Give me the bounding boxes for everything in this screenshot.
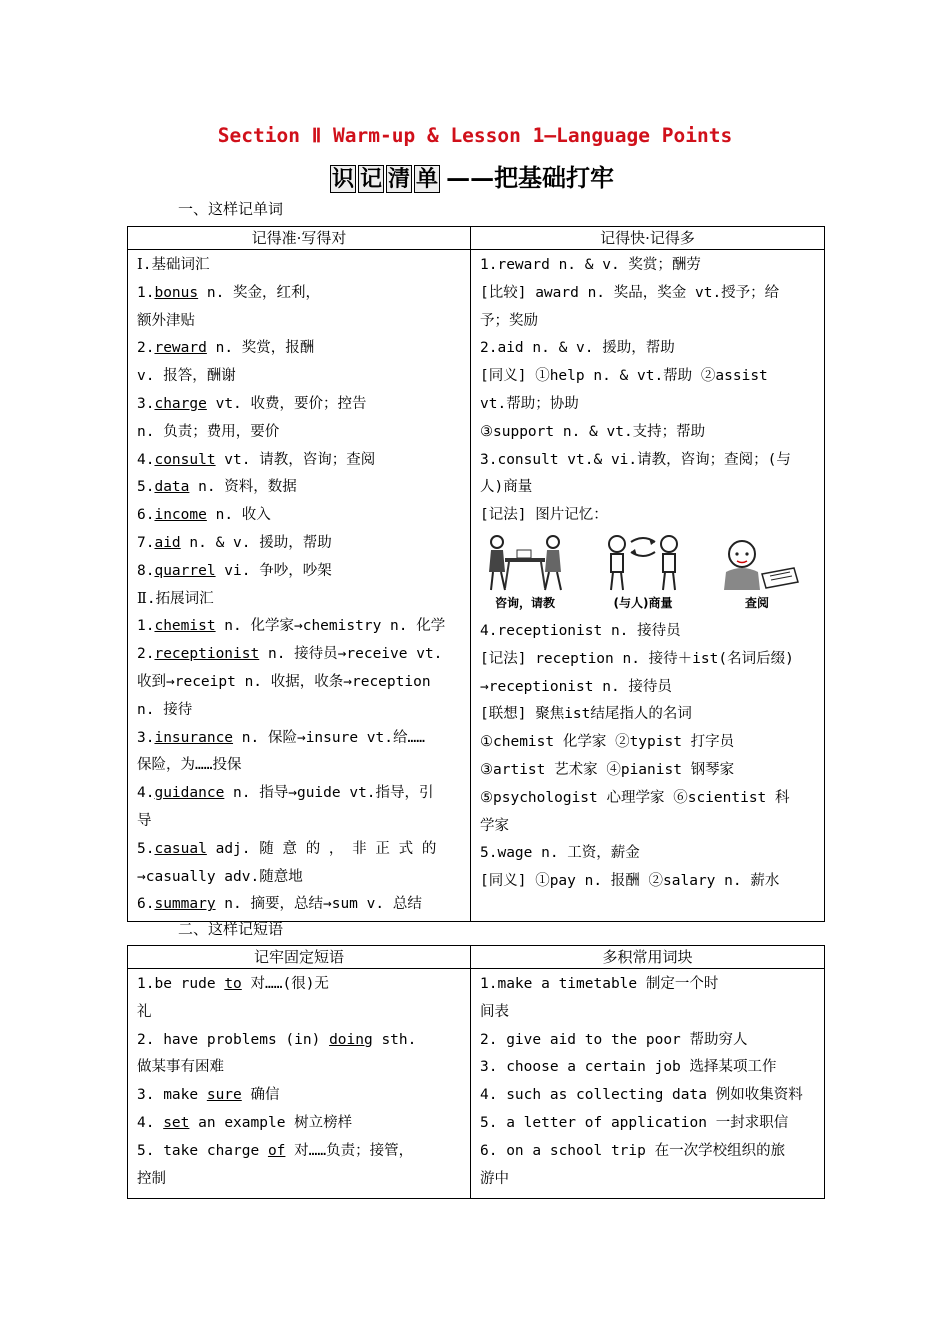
text-line [137,447,462,475]
text-line: 1.make a timetable 制定一个时 [480,976,719,992]
text-line: v. 报答，酬谢 [137,368,236,385]
line-text: 5. [137,840,155,857]
text-line [137,1082,462,1110]
underlined-term: consult [154,451,216,468]
underlined-term: bonus [154,284,199,301]
subtitle-rest: ——把基础打牢 [446,163,615,192]
text-line: 3.consult vt.& vi.请教，咨询；查阅；(与 [480,451,791,468]
line-text: 3. make [137,1087,207,1104]
vocab-right-cell [471,250,825,922]
phrase-right-cell [471,969,825,1199]
text-line [137,1110,462,1138]
text-line: 2. give aid to the poor 帮助穷人 [480,1031,748,1048]
text-line [137,725,462,753]
underlined-term: income [154,507,207,524]
vocab-left-cell [128,250,471,922]
underlined-term: casual [154,840,207,857]
line-text: 4. [137,1114,164,1131]
phrase-col-right-header: 多积常用词块 [471,946,825,969]
vocab-col-right-header: 记得快·记得多 [471,227,825,250]
line-text: 3. [137,729,155,746]
text-line [137,780,462,808]
text-line: n. 负责；费用，要价 [137,423,280,440]
picture-caption: 咨询，请教 [494,595,555,610]
line-text: 3. [137,395,155,412]
line-text: n. 收入 [206,507,271,524]
text-line: [比较] award n. 奖品，奖金 vt.授予；给 [480,284,780,301]
line-text: 确信 [241,1087,280,1104]
underlined-term: quarrel [154,562,216,579]
line-text: n. 摘要，总结→sum v. 总结 [215,896,422,913]
underlined-term: of [267,1142,286,1159]
text-line: 3. choose a certain job 选择某项工作 [480,1059,777,1076]
text-line: ⑤psychologist 心理学家 ⑥scientist 科 [480,789,790,806]
text-line: 人)商量 [480,479,533,496]
underlined-term: data [154,479,190,496]
line-text: 2. [137,340,155,357]
text-line: ③artist 艺术家 ④pianist 钢琴家 [480,761,735,778]
underlined-term: reward [154,340,207,357]
line-text: 1. [137,284,155,301]
text-line: [同义] ①pay n. 报酬 ②salary n. 薪水 [480,873,780,890]
text-line: 导 [137,812,152,829]
discuss-people-icon [601,532,685,594]
line-text: sth. [372,1031,417,1048]
picture-read [712,532,802,611]
text-line: 游中 [480,1170,509,1187]
text-line: 学家 [480,817,509,834]
line-text: 4. [137,785,155,802]
text-line: [同义] ①help n. & vt.帮助 ②assist [480,368,768,385]
line-text: vt. 收费，要价；控告 [206,395,367,412]
text-line [137,613,462,641]
text-line: 礼 [137,1003,152,1020]
read-book-icon [712,532,802,594]
text-line: 4. such as collecting data 例如收集资料 [480,1087,803,1104]
underlined-term: sure [206,1087,242,1104]
line-text: an example 树立榜样 [189,1114,353,1131]
text-line: ①chemist 化学家 ②typist 打字员 [480,734,735,751]
text-line [137,280,462,308]
subtitle-box-char: 记 [360,166,383,192]
phrase-col-left-header: 记牢固定短语 [128,946,471,969]
text-line: 予；奖励 [480,312,538,329]
underlined-term: chemist [154,618,216,635]
text-line: →receptionist n. 接待员 [480,678,672,695]
line-text: 2. have problems (in) [137,1031,330,1048]
text-line: 6. on a school trip 在一次学校组织的旅 [480,1142,786,1159]
text-line: 控制 [137,1170,166,1187]
underlined-term: receptionist [154,646,260,663]
line-text: n. 指导→guide vt.指导，引 [224,785,434,802]
text-line: [记法] 图片记忆： [480,507,608,524]
line-text: 5. [137,479,155,496]
text-line: ③support n. & vt.支持；帮助 [480,423,706,440]
text-line: n. 接待 [137,701,193,718]
line-text: 4. [137,451,155,468]
text-line: 保险，为……投保 [137,757,242,774]
line-text: 6. [137,507,155,524]
text-line [137,530,462,558]
line-text: 对……(很)无 [241,976,329,992]
underlined-term: charge [154,395,207,412]
section2-heading: 二、这样记短语 [178,920,284,938]
line-text: n. 接待员→receive vt. [259,646,443,663]
picture-caption: 查阅 [744,595,769,610]
line-text: n. 保险→insure vt.给…… [233,729,425,746]
underlined-term: insurance [154,729,234,746]
text-line: [联想] 聚焦ist结尾指人的名词 [480,706,692,723]
line-text: 5. take charge [137,1142,268,1159]
text-line: 5.wage n. 工资，薪金 [480,845,640,862]
text-line: 间表 [480,1003,509,1020]
underlined-term: set [163,1114,190,1131]
vocab-col-left-header: 记得准·写得对 [128,227,471,250]
subtitle-box-char: 识 [332,166,355,192]
text-line: 做某事有困难 [137,1059,224,1076]
text-line: 5. a letter of application 一封求职信 [480,1114,789,1131]
text-line [137,891,462,919]
line-text: 1. [137,618,155,635]
text-line: [记法] reception n. 接待＋ist(名词后缀) [480,650,794,667]
text-line: →casually adv.随意地 [137,868,303,885]
text-line [137,558,462,586]
text-line: 收到→receipt n. 收据，收条→reception [137,673,431,690]
picture-caption: (与人)商量 [613,595,673,610]
text-line [137,1138,462,1166]
line-text: adj. 随 意 的 ， 非 正 式 的 [206,840,437,857]
underlined-term: summary [154,896,216,913]
picture-discuss [598,532,688,611]
text-line: Ⅰ.基础词汇 [137,257,210,273]
vocabulary-table [127,226,825,922]
line-text: 7. [137,534,155,551]
text-line [137,1027,462,1055]
line-text: vt. 请教，咨询；查阅 [215,451,376,468]
underlined-term: guidance [154,785,225,802]
consult-people-icon [483,532,567,594]
text-line [137,335,462,363]
picture-consult [480,532,570,611]
text-line [137,391,462,419]
page-title: Section Ⅱ Warm-up & Lesson 1—Language Points [217,124,733,147]
text-line: 2.aid n. & v. 援助，帮助 [480,340,675,357]
page-subtitle [330,158,614,193]
line-text: n. & v. 援助，帮助 [180,534,332,551]
text-line [137,641,462,669]
phrases-table [127,945,825,1199]
line-text: n. 资料，数据 [189,479,297,496]
text-line [137,971,462,999]
section1-heading: 一、这样记单词 [178,200,284,218]
line-text: n. 奖赏，报酬 [206,340,315,357]
line-text: 6. [137,896,155,913]
subtitle-box-char: 清 [388,166,411,192]
line-text: n. 化学家→chemistry n. 化学 [215,618,446,635]
line-text: 1.be rude [137,976,225,992]
text-line [137,502,462,530]
line-text: 8. [137,562,155,579]
subtitle-box-char: 单 [416,166,439,192]
phrase-left-cell [128,969,471,1199]
text-line: vt.帮助；协助 [480,395,579,412]
text-line [137,836,462,864]
underlined-term: doing [329,1031,373,1048]
memory-pictures [480,532,816,618]
text-line [137,474,462,502]
line-text: 对……负责；接管， [285,1142,414,1159]
line-text: n. 奖金，红利， [198,284,321,301]
line-text: vi. 争吵，吵架 [215,562,332,579]
text-line: 4.receptionist n. 接待员 [480,622,681,639]
underlined-term: to [224,976,242,992]
line-text: 2. [137,646,155,663]
text-line: 额外津贴 [137,312,195,329]
text-line: 1.reward n. & v. 奖赏；酬劳 [480,257,701,273]
text-line: Ⅱ.拓展词汇 [137,590,214,607]
underlined-term: aid [154,534,181,551]
